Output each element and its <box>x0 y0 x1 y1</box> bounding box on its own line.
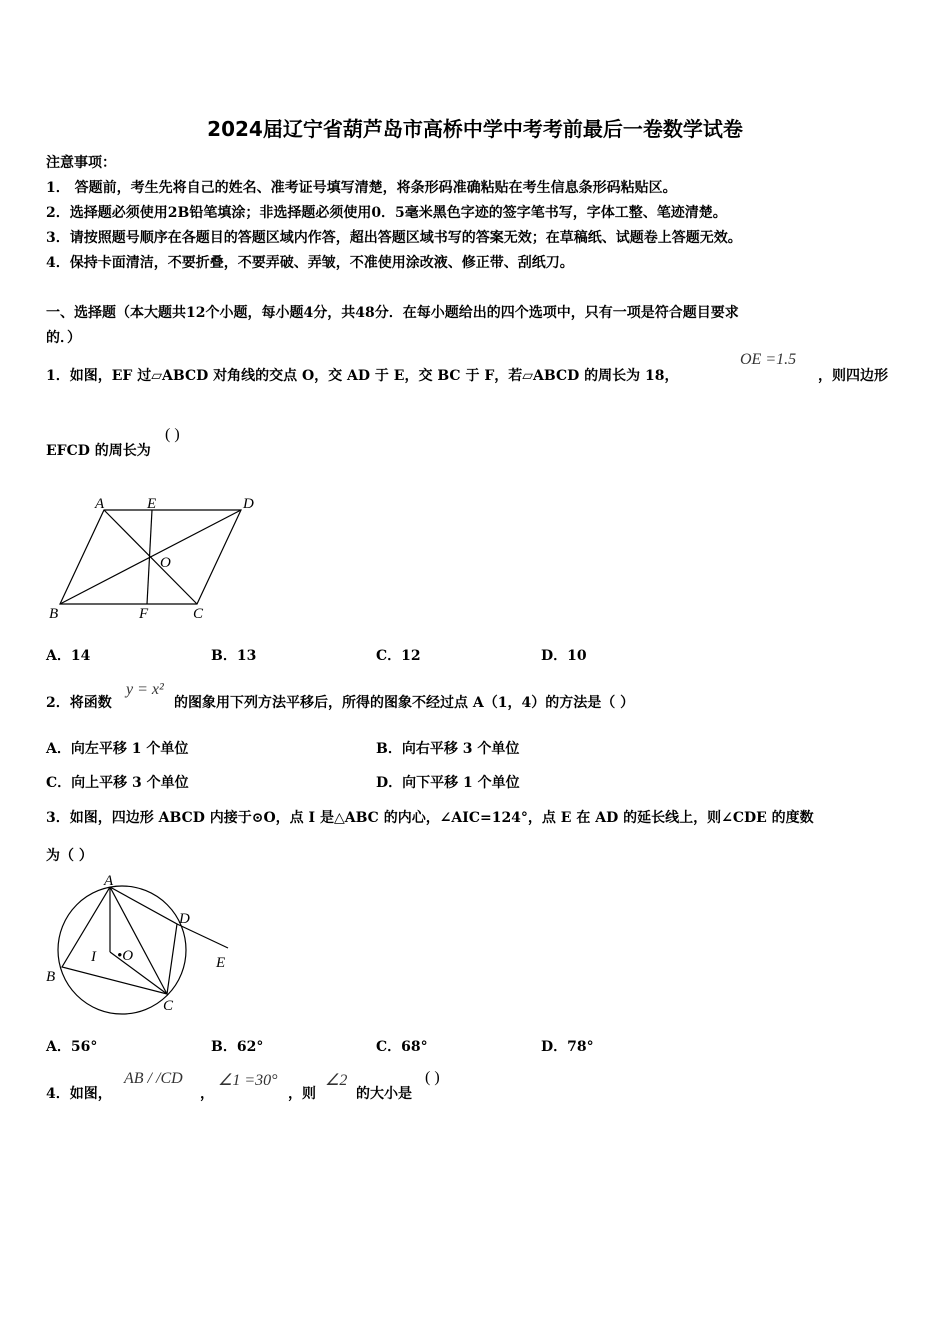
q1-label-c: C <box>193 606 204 622</box>
q2-text-start: 2．将函数 <box>46 695 112 711</box>
q1-option-a[interactable]: A．14 <box>46 648 91 664</box>
q4-separator: ， <box>200 1086 214 1102</box>
q4-text-start: 4．如图， <box>46 1086 112 1102</box>
section-heading: 一、选择题（本大题共12个小题，每小题4分，共48分．在每小题给出的四个选项中，只有一项是符合题目要求 <box>46 305 739 321</box>
q1-label-f: F <box>139 606 149 622</box>
note-item: 3．请按照题号顺序在各题目的答题区域内作答，超出答题区域书写的答案无效；在草稿纸、试题卷上答题无效。 <box>46 230 742 246</box>
q1-line2: EFCD 的周长为 <box>46 443 151 459</box>
q3-label-b: B <box>46 969 56 985</box>
q2-math-function: y = x² <box>126 681 164 698</box>
q4-math-parallel: AB / /CD <box>124 1070 183 1087</box>
q4-math-angle2: ∠2 <box>325 1072 348 1089</box>
q3-label-c: C <box>163 998 174 1014</box>
page-title: 2024届辽宁省葫芦岛市高桥中学中考考前最后一卷数学试卷 <box>207 117 743 141</box>
q1-text: 1．如图，EF 过▱ABCD 对角线的交点 O，交 AD 于 E，交 BC 于 F，若▱ABCD 的周长为 18， <box>46 368 679 384</box>
note-item: 4．保持卡面清洁，不要折叠，不要弄破、弄皱，不准使用涂改液、修正带、刮纸刀。 <box>46 255 574 271</box>
q1-option-c[interactable]: C．12 <box>376 648 421 664</box>
note-item: 1． 答题前，考生先将自己的姓名、准考证号填写清楚，将条形码准确粘贴在考生信息条形码粘贴区。 <box>46 180 677 196</box>
q1-math-oe: OE =1.5 <box>740 351 797 368</box>
q1-option-b[interactable]: B．13 <box>211 648 257 664</box>
q1-option-d[interactable]: D．10 <box>541 648 587 664</box>
note-item: 2．选择题必须使用2B铅笔填涂；非选择题必须使用0．5毫米黑色字迹的签字笔书写，字体工整、笔迹清楚。 <box>46 205 727 221</box>
q1-label-b: B <box>49 606 59 622</box>
notes-heading: 注意事项： <box>46 155 116 171</box>
q1-label-o: O <box>160 555 171 571</box>
q2-option-b[interactable]: B．向右平移 3 个单位 <box>376 741 520 757</box>
section-heading-cont: 的．） <box>46 330 81 346</box>
q2-option-c[interactable]: C．向上平移 3 个单位 <box>46 775 189 791</box>
q3-option-b[interactable]: B．62° <box>211 1039 264 1055</box>
q1-label-e: E <box>147 496 157 512</box>
q3-text: 3．如图，四边形 ABCD 内接于⊙O，点 I 是△ABC 的内心，∠AIC=124°，点 E 在 AD 的延长线上，则∠CDE 的度数 <box>46 810 814 826</box>
q2-option-a[interactable]: A．向左平移 1 个单位 <box>46 741 189 757</box>
q3-option-c[interactable]: C．68° <box>376 1039 428 1055</box>
q3-label-i: I <box>91 949 96 965</box>
q1-text-end: ，则四边形 <box>818 368 888 384</box>
q3-option-a[interactable]: A．56° <box>46 1039 98 1055</box>
q2-text-end: 的图象用下列方法平移后，所得的图象不经过点 A（1，4）的方法是（ ） <box>174 695 635 711</box>
q3-label-d: D <box>179 911 190 927</box>
q3-option-d[interactable]: D．78° <box>541 1039 594 1055</box>
q1-label-a: A <box>95 496 105 512</box>
q4-text-mid: ，则 <box>288 1086 316 1102</box>
q1-figure-parallelogram <box>40 492 270 627</box>
q1-label-d: D <box>243 496 254 512</box>
q4-answer-paren: ( ) <box>425 1069 440 1086</box>
q4-text-end: 的大小是 <box>356 1086 412 1102</box>
q3-label-o: •O <box>117 948 134 964</box>
q3-text-line2: 为（ ） <box>46 848 93 864</box>
q2-option-d[interactable]: D．向下平移 1 个单位 <box>376 775 520 791</box>
q3-figure-circle <box>40 872 240 1017</box>
q1-answer-paren: ( ) <box>165 426 180 443</box>
q4-math-angle1: ∠1 =30° <box>218 1072 278 1089</box>
q3-label-a: A <box>104 873 114 889</box>
q3-label-e: E <box>216 955 226 971</box>
